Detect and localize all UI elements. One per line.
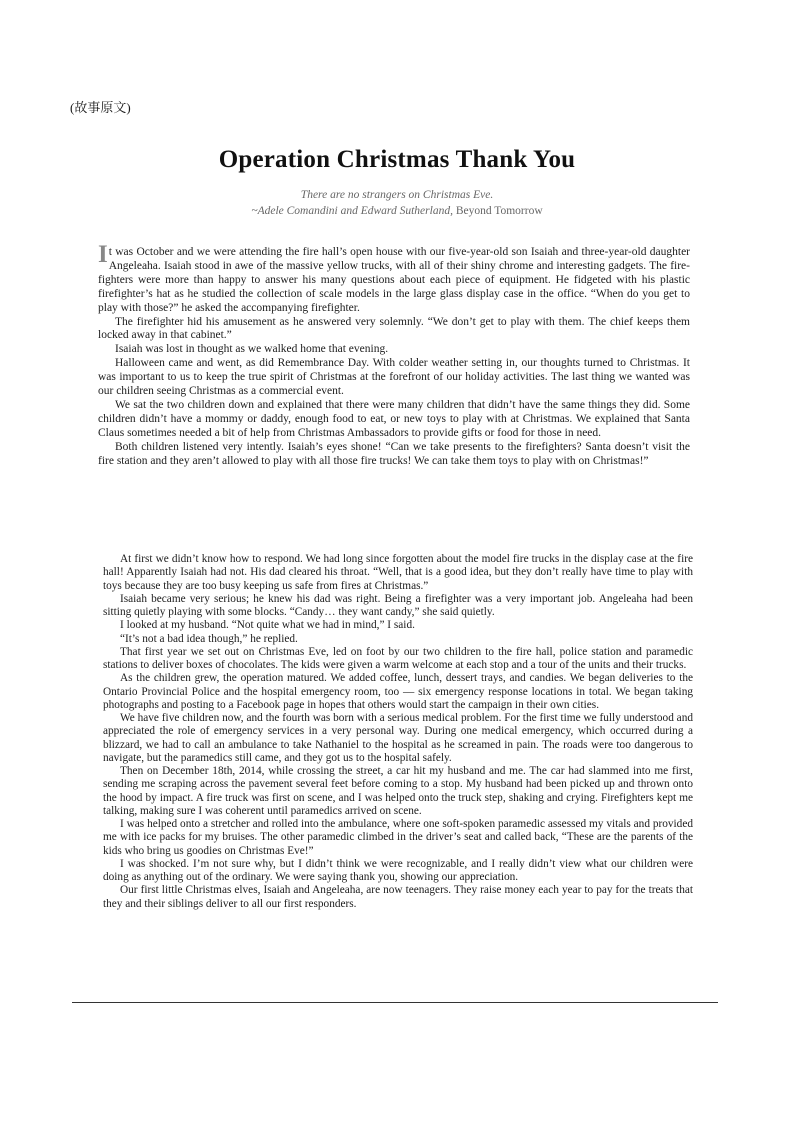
paragraph: Our first little Christmas elves, Isaiah and Angeleaha, are now teenagers. They raise money each year to pay for the treats that they and their siblings deliver to all our first responders.: [103, 884, 693, 910]
page-label: (故事原文): [70, 100, 131, 115]
paragraph: Halloween came and went, as did Remembrance Day. With colder weather setting in, our thoughts turned to Christmas. It was important to us to keep the true spirit of Christmas at the forefront of our holiday activities. The last thing we wanted was our children seeing Christmas as a commercial event.: [98, 357, 690, 398]
paragraph: [98, 241, 690, 316]
story-section-2: [103, 553, 693, 911]
epigraph-quote: There are no strangers on Christmas Eve.: [300, 189, 494, 201]
paragraph: As the children grew, the operation matured. We added coffee, lunch, dessert trays, and candies. We began deliveries to the Ontario Provincial Police and the hospital emergency room, too — six emergency response locations in total. We began taking photographs and posting to a Facebook page in hopes that others would start the campaign in their own cities.: [103, 672, 693, 711]
bottom-rule: [72, 1002, 718, 1003]
epigraph-work: Beyond Tomorrow: [455, 205, 543, 217]
epigraph-authors: ~Adele Comandini and Edward Sutherland,: [251, 205, 453, 217]
epigraph-attribution: [0, 203, 794, 219]
paragraph-text: t was October and we were attending the fire hall’s open house with our five-year-old son Isaiah and three-year-old daughter Angeleaha. Isaiah stood in awe of the massive yellow trucks, with all of their shiny chrome and interesting gadgets. The fire-fighters were more than happy to answer his many questions about each piece of equipment. He fidgeted with his plastic firefighter’s hat as he studied the collection of scale models in the large glass display case in the office. “When do you get to play with those?” he asked the accompanying firefighter.: [98, 246, 690, 314]
story-section-1: [98, 241, 690, 469]
paragraph: That first year we set out on Christmas Eve, led on foot by our two children to the fire hall, police station and paramedic stations to deliver boxes of chocolates. The kids were given a warm welcome at each stop and a tour of the units and their trucks.: [103, 645, 693, 671]
paragraph: Then on December 18th, 2014, while crossing the street, a car hit my husband and me. The car had slammed into me first, sending me scraping across the pavement several feet before coming to a stop. My husband had been picked up and thrown onto the hood by impact. A fire truck was first on scene, and I was helped onto the truck step, shaking and crying. Firefighters kept me talking, making sure I was coherent until paramedics arrived on scene.: [103, 765, 693, 817]
paragraph: Both children listened very intently. Isaiah’s eyes shone! “Can we take presents to the firefighters? Santa doesn’t visit the fire station and they aren’t allowed to play with all those fire trucks! We can take them toys to play with on Christmas!”: [98, 440, 690, 467]
paragraph: The firefighter hid his amusement as he answered very solemnly. “We don’t get to play with them. The chief keeps them locked away in that cabinet.”: [98, 315, 690, 342]
paragraph: I looked at my husband. “Not quite what we had in mind,” I said.: [120, 619, 415, 632]
paragraph: We sat the two children down and explained that there were many children that didn’t have the same things they did. Some children didn’t have a mommy or daddy, enough food to eat, or new toys to play with at Christmas. We explained that Santa Claus sometimes needed a bit of help from Christmas Ambassadors to provide gifts or food for those in need.: [98, 398, 690, 439]
paragraph: We have five children now, and the fourth was born with a serious medical problem. For the first time we fully understood and appreciated the role of emergency services in a very personal way. During one medical emergency, which occurred during a blizzard, we had to call an ambulance to take Nathaniel to the hospital as he screamed in pain. The roads were too dangerous to navigate, but the paramedics still came, and they got us to the hospital safely.: [103, 712, 693, 764]
paragraph: I was helped onto a stretcher and rolled into the ambulance, where one soft-spoken paramedic assessed my vitals and provided me with ice packs for my bruises. The other paramedic climbed in the driver’s seat and called back, “These are the parents of the kids who bring us goodies on Christmas Eve!”: [103, 818, 693, 857]
paragraph: Isaiah became very serious; he knew his dad was right. Being a firefighter was a very important job. Angeleaha had been sitting quietly playing with some blocks. “Candy… they want candy,” she said quietly.: [103, 592, 693, 618]
paragraph: At first we didn’t know how to respond. We had long since forgotten about the model fire trucks in the display case at the fire hall! Apparently Isaiah had not. His dad cleared his throat. “Well, that is a good idea, but they don’t really have time to play with toys because they are too busy keeping us safe from fires at Christmas.”: [103, 553, 693, 592]
paragraph: I was shocked. I’m not sure why, but I didn’t think we were recognizable, and I really didn’t view what our children were doing as anything out of the ordinary. We were saying thank you, showing our appreciation.: [103, 857, 693, 883]
epigraph: [0, 187, 794, 219]
paragraph: Isaiah was lost in thought as we walked home that evening.: [115, 343, 389, 356]
drop-cap: I: [98, 241, 108, 268]
story-title: Operation Christmas Thank You: [218, 146, 576, 173]
paragraph: “It’s not a bad idea though,” he replied.: [120, 632, 298, 645]
